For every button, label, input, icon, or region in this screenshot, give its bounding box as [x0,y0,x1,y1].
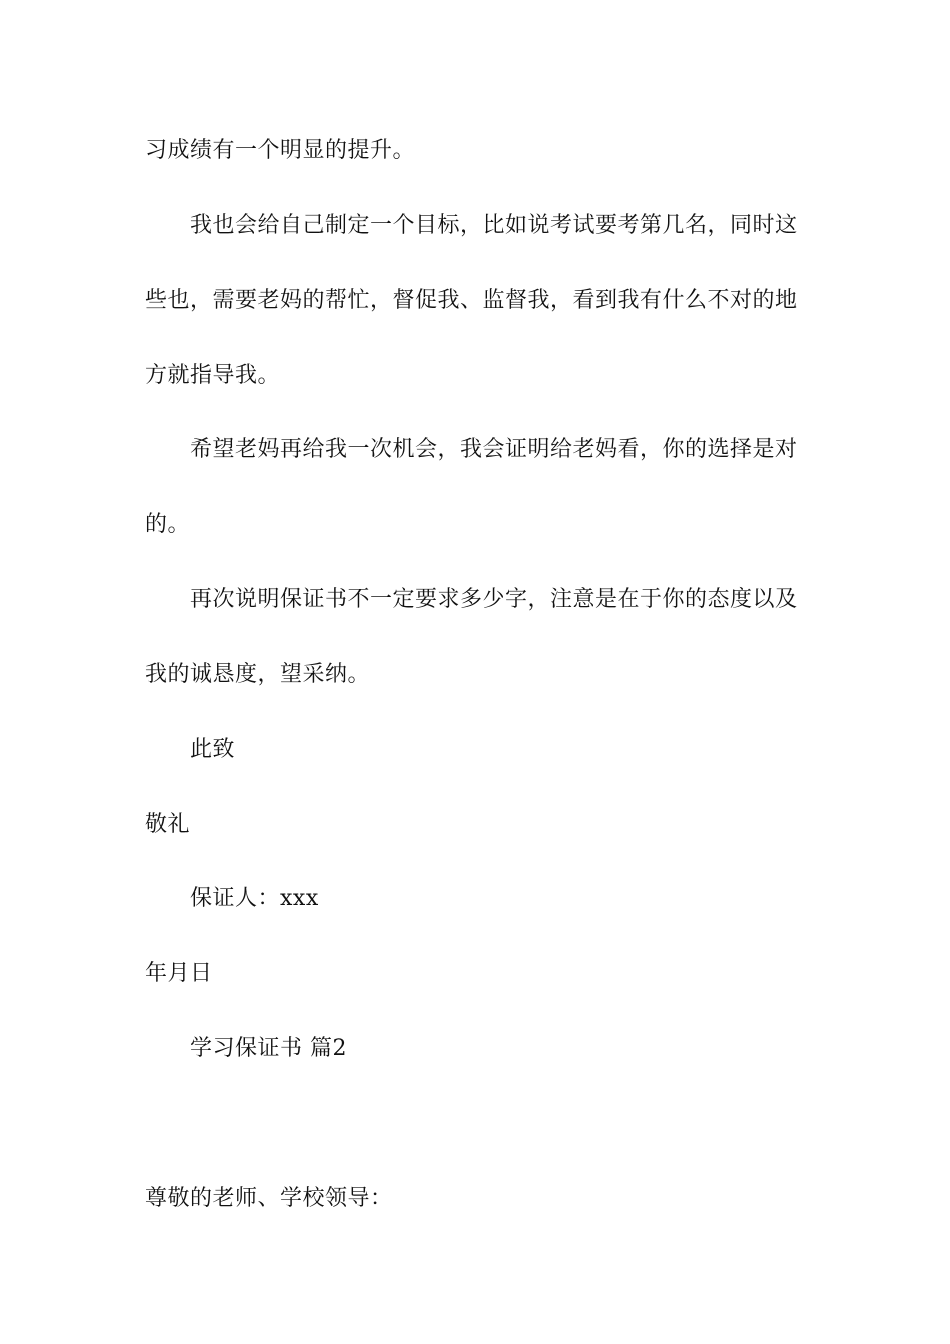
paragraph-line: 我也会给自己制定一个目标，比如说考试要考第几名，同时这 [190,213,798,238]
paragraph-line: 些也，需要老妈的帮忙，督促我、监督我，看到我有什么不对的地 [145,288,798,313]
paragraph-line: 的。 [145,512,191,537]
guarantor-line: 保证人：xxx [190,886,319,911]
paragraph-line: 我的诚恳度，望采纳。 [145,662,371,687]
letter-greeting: 尊敬的老师、学校领导： [145,1186,393,1211]
paragraph-line: 习成绩有一个明显的提升。 [145,138,416,163]
paragraph-line: 希望老妈再给我一次机会，我会证明给老妈看，你的选择是对 [190,437,798,462]
salutation-closing: 此致 [190,737,236,762]
date-line: 年月日 [145,961,213,986]
salutation-regards: 敬礼 [145,812,191,837]
paragraph-line: 方就指导我。 [145,363,281,388]
paragraph-line: 再次说明保证书不一定要求多少字，注意是在于你的态度以及 [190,587,798,612]
section-heading: 学习保证书 篇2 [190,1036,347,1061]
